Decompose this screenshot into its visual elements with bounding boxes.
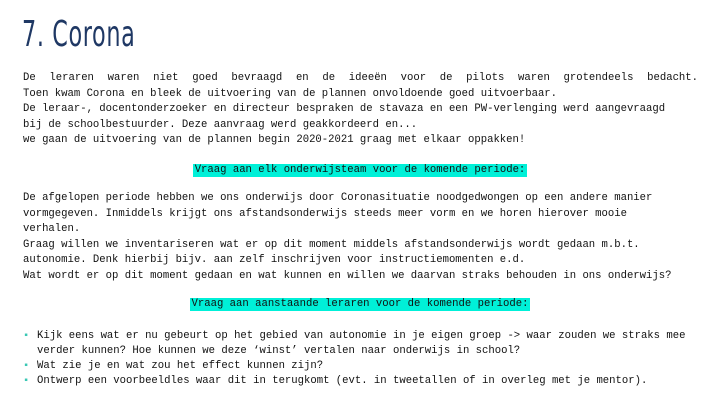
task-list <box>23 329 700 389</box>
student-question-heading-row <box>0 298 720 311</box>
team-question-heading-row <box>0 164 720 177</box>
list-item <box>23 374 700 389</box>
list-item-text: Kijk eens wat er nu gebeurt op het gebied van autonomie in je eigen groep -> waar zouden we straks mee verder kunnen? Hoe kunnen we deze ‘winst’ vertalen naar onderwijs in school? <box>37 330 686 357</box>
page-title: 7. Corona <box>22 14 136 55</box>
team-line: verhalen. <box>23 223 81 235</box>
list-item-text: Ontwerp een voorbeeldles waar dit in terugkomt (evt. in tweetallen of in overleg met je mentor). <box>37 375 648 387</box>
team-paragraph <box>23 191 698 284</box>
team-line: De afgelopen periode hebben we ons onderwijs door Coronasituatie noodgedwongen op een andere manier <box>23 192 653 204</box>
intro-paragraph <box>23 71 698 149</box>
intro-line: Toen kwam Corona en bleek de uitvoering van de plannen onvoldoende goed uitvoerbaar. <box>23 87 558 100</box>
list-item-text: Wat zie je en wat zou het effect kunnen zijn? <box>37 360 324 372</box>
list-item <box>23 359 700 374</box>
list-item <box>23 329 700 359</box>
intro-line: De leraar-, docentonderzoeker en directeur bespraken de stavaza en een PW-verlenging werd aangevraagd <box>23 103 666 115</box>
student-question-heading: Vraag aan aanstaande leraren voor de komende periode: <box>191 298 529 310</box>
team-line: vormgegeven. Inmiddels krijgt ons afstandsonderwijs steeds meer vorm en we horen hierover mooie <box>23 207 627 220</box>
square-bullet-icon: ▪ <box>23 361 30 372</box>
square-bullet-icon: ▪ <box>23 376 30 387</box>
intro-line: De leraren waren niet goed bevraagd en de ideeën voor de pilots waren grotendeels bedacht. <box>23 72 698 84</box>
intro-line: bij de schoolbestuurder. Deze aanvraag werd geakkordeerd en... <box>23 118 418 131</box>
team-line: Graag willen we inventariseren wat er op dit moment middels afstandsonderwijs wordt gedaan m.b.t. <box>23 238 640 251</box>
intro-line: we gaan de uitvoering van de plannen begin 2020-2021 graag met elkaar oppakken! <box>23 134 526 146</box>
team-line: Wat wordt er op dit moment gedaan en wat kunnen en willen we daarvan straks behouden in ons onderwijs? <box>23 269 672 282</box>
team-question-heading: Vraag aan elk onderwijsteam voor de komende periode: <box>194 164 526 176</box>
team-line: autonomie. Denk hierbij bijv. aan zelf inschrijven voor instructiemomenten e.d. <box>23 254 526 266</box>
square-bullet-icon: ▪ <box>23 331 30 342</box>
